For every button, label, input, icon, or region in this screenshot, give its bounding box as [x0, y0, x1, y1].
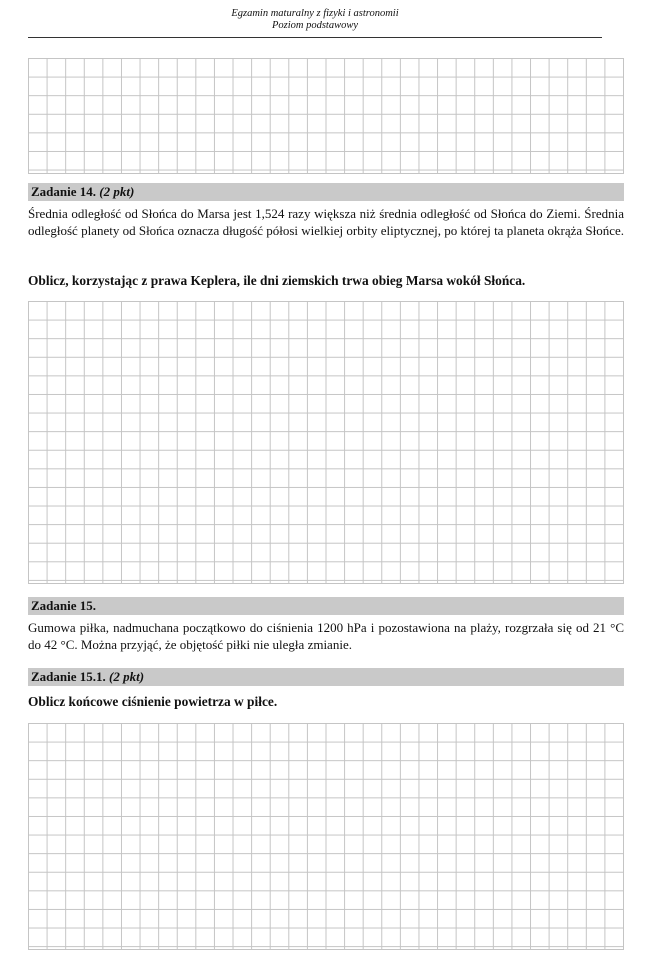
task-14-instruction: Oblicz, korzystając z prawa Keplera, ile dni ziemskich trwa obieg Marsa wokół Słońca.: [28, 273, 526, 288]
exam-level: Poziom podstawowy: [271, 20, 359, 31]
page-header: [28, 8, 602, 32]
task-14-text: Średnia odległość od Słońca do Marsa jest 1,524 razy większa niż średnia odległość od Słońca do Ziemi. Średnia odległość planety od Słońca oznacza długość półosi wielkiej orbity eliptycznej, po której ta planeta okrąża Słońce.: [28, 206, 625, 238]
task-15-1-label: Zadanie 15.1.: [31, 669, 106, 684]
answer-grid-previous[interactable]: [28, 58, 624, 174]
task-15-1-instruction: Oblicz końcowe ciśnienie powietrza w piłce.: [28, 694, 278, 709]
task-15-label: Zadanie 15.: [31, 598, 97, 613]
task-15-heading: [28, 597, 624, 615]
task-14-label: Zadanie 14.: [31, 184, 97, 199]
task-15-1-heading: [28, 668, 624, 686]
exam-title: Egzamin maturalny z fizyki i astronomii: [231, 8, 399, 19]
task-15-1-points: (2 pkt): [109, 669, 145, 684]
task-14-heading: [28, 183, 624, 201]
task-15-text: Gumowa piłka, nadmuchana początkowo do ciśnienia 1200 hPa i pozostawiona na plaży, rozgrzała się od 21 °C do 42 °C. Można przyjąć, że objętość piłki nie uległa zmianie.: [28, 620, 624, 652]
answer-grid-task-15-1[interactable]: [28, 723, 624, 950]
header-divider: [28, 37, 602, 38]
task-14-points: (2 pkt): [99, 184, 135, 199]
answer-grid-task-14[interactable]: [28, 301, 624, 584]
